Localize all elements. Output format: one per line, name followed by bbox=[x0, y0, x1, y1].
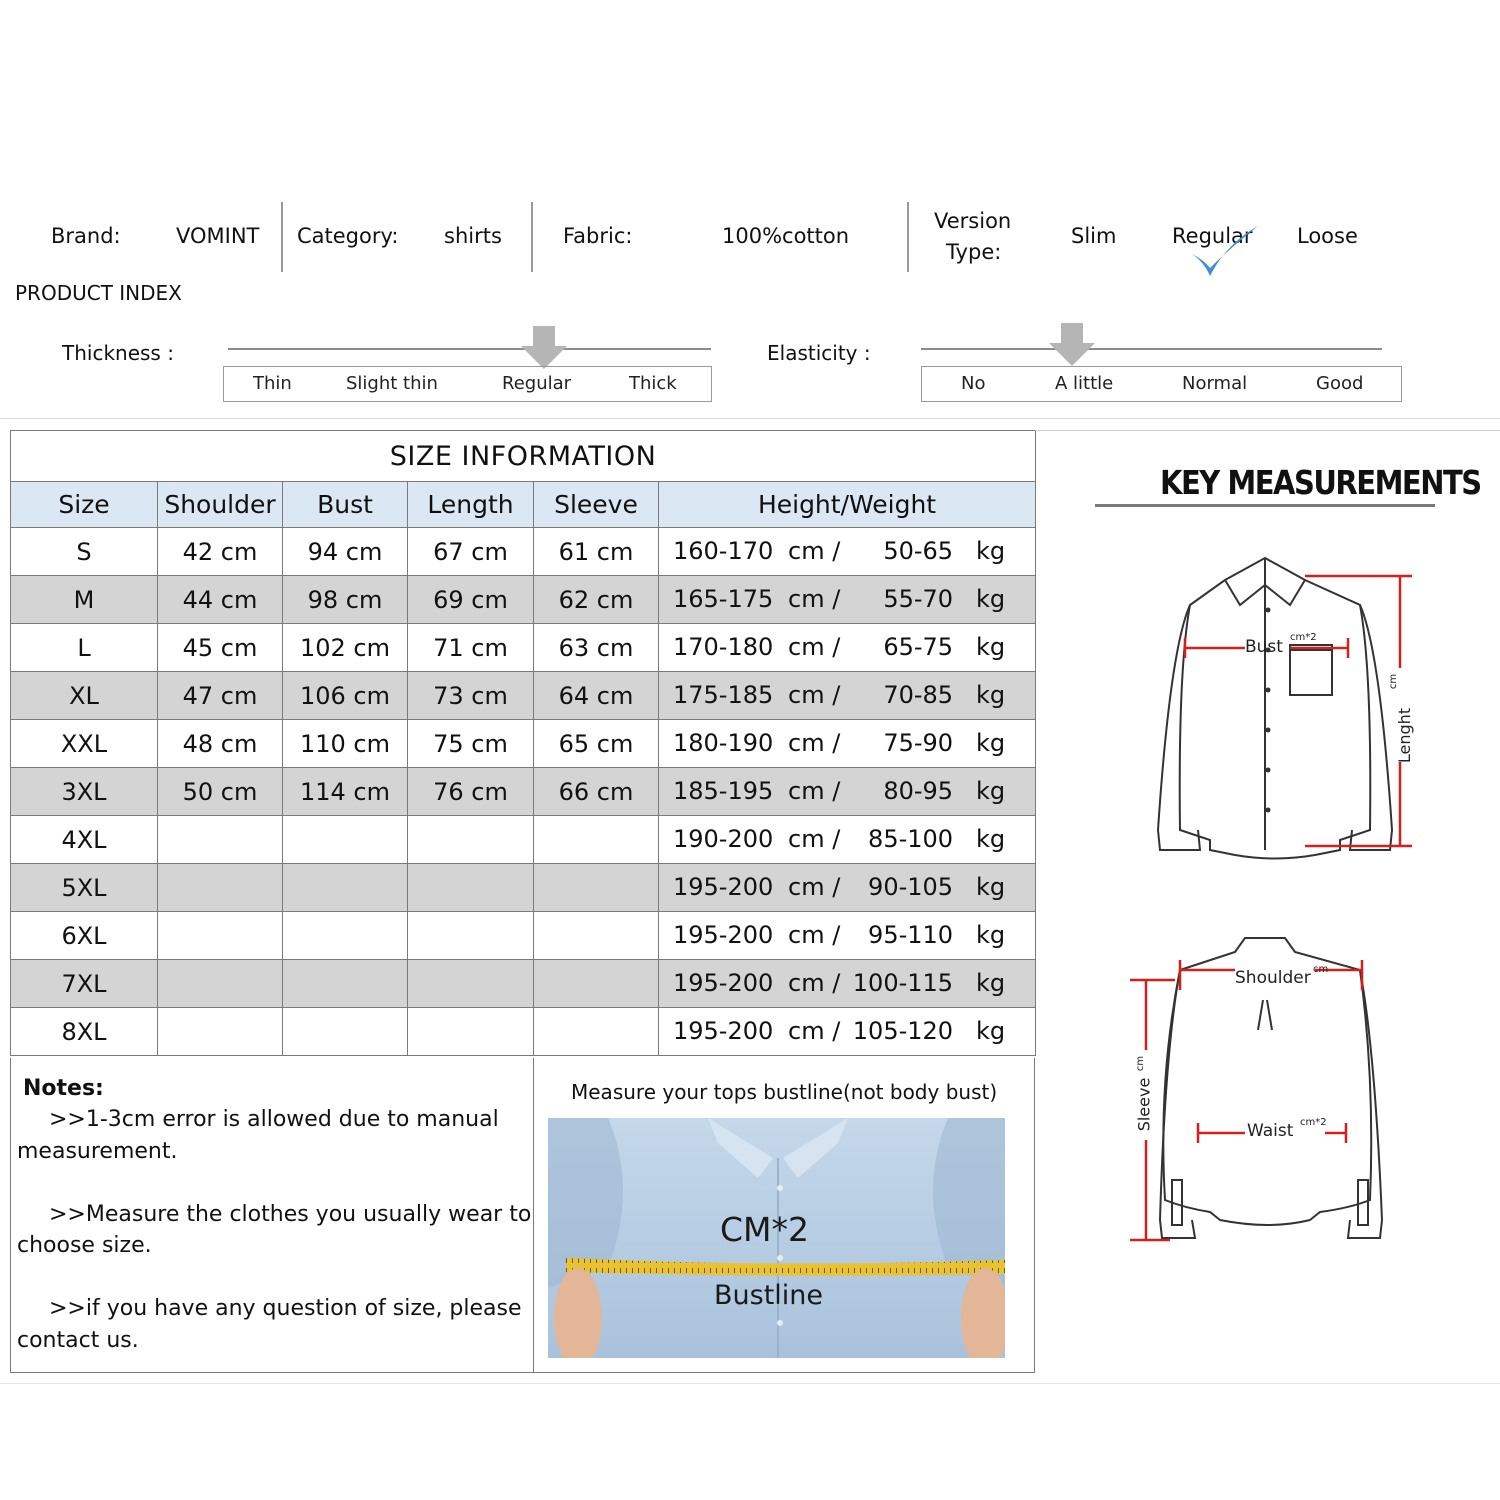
category-value: shirts bbox=[444, 224, 502, 248]
table-cell-height-weight bbox=[659, 624, 1036, 672]
hw-height: 180-190 bbox=[673, 729, 774, 757]
table-cell-size: L bbox=[11, 624, 158, 672]
table-cell-sleeve: 62 cm bbox=[534, 576, 659, 624]
table-cell-length: 69 cm bbox=[408, 576, 534, 624]
table-cell-height-weight bbox=[659, 1008, 1036, 1056]
bustline-section bbox=[533, 1058, 1035, 1373]
table-cell-height-weight bbox=[659, 576, 1036, 624]
hw-height-unit: cm / bbox=[788, 825, 841, 853]
table-row bbox=[11, 960, 1036, 1008]
table-cell-sleeve: 61 cm bbox=[534, 528, 659, 576]
table-cell-bust bbox=[283, 1008, 408, 1056]
thickness-option-slight-thin: Slight thin bbox=[346, 373, 438, 394]
hw-height-unit: cm / bbox=[788, 969, 841, 997]
table-cell-sleeve bbox=[534, 816, 659, 864]
hw-height: 195-200 bbox=[673, 873, 774, 901]
thickness-label: Thickness : bbox=[62, 341, 174, 365]
note-line: choose size. bbox=[17, 1233, 152, 1258]
table-row bbox=[11, 768, 1036, 816]
elasticity-label: Elasticity : bbox=[767, 341, 871, 365]
hw-height: 195-200 bbox=[673, 1017, 774, 1045]
hw-weight: 65-75 bbox=[883, 633, 954, 661]
table-cell-shoulder bbox=[158, 960, 283, 1008]
hw-weight-unit: kg bbox=[976, 873, 1006, 901]
hw-weight: 50-65 bbox=[883, 537, 954, 565]
table-cell-height-weight bbox=[659, 768, 1036, 816]
version-option-slim: Slim bbox=[1071, 224, 1117, 248]
shoulder-label: Shoulder bbox=[1235, 968, 1311, 988]
table-cell-sleeve: 63 cm bbox=[534, 624, 659, 672]
hw-height-unit: cm / bbox=[788, 537, 841, 565]
table-cell-length: 67 cm bbox=[408, 528, 534, 576]
table-cell-length: 71 cm bbox=[408, 624, 534, 672]
table-cell-size: 7XL bbox=[11, 960, 158, 1008]
elasticity-option-no: No bbox=[961, 373, 986, 394]
table-cell-sleeve bbox=[534, 864, 659, 912]
hw-weight-unit: kg bbox=[976, 921, 1006, 949]
table-cell-shoulder: 47 cm bbox=[158, 672, 283, 720]
waist-label: Waist bbox=[1247, 1121, 1294, 1141]
sleeve-unit: cm bbox=[1135, 1055, 1147, 1072]
bust-unit: cm*2 bbox=[1290, 632, 1317, 643]
note-line: >>Measure the clothes you usually wear to bbox=[49, 1202, 532, 1227]
hw-weight: 80-95 bbox=[883, 777, 954, 805]
shoulder-unit: cm bbox=[1313, 964, 1329, 975]
bust-label: Bust bbox=[1245, 637, 1283, 657]
title-underline bbox=[1095, 504, 1435, 507]
table-cell-bust bbox=[283, 816, 408, 864]
elasticity-option-a-little: A little bbox=[1055, 373, 1114, 394]
fabric-label: Fabric: bbox=[563, 224, 633, 248]
hw-height-unit: cm / bbox=[788, 681, 841, 709]
table-cell-height-weight bbox=[659, 528, 1036, 576]
hw-weight-unit: kg bbox=[976, 825, 1006, 853]
section-divider bbox=[0, 418, 1500, 419]
table-cell-length: 75 cm bbox=[408, 720, 534, 768]
size-table-title: SIZE INFORMATION bbox=[11, 431, 1036, 482]
hw-weight-unit: kg bbox=[976, 585, 1006, 613]
table-row bbox=[11, 528, 1036, 576]
bustline-caption: Measure your tops bustline(not body bust) bbox=[571, 1080, 998, 1104]
sleeve-label: Sleeve bbox=[1134, 1077, 1154, 1132]
table-row bbox=[11, 672, 1036, 720]
hw-height: 160-170 bbox=[673, 537, 774, 565]
column-header: Size bbox=[11, 482, 158, 528]
table-cell-sleeve bbox=[534, 960, 659, 1008]
table-cell-length bbox=[408, 912, 534, 960]
hw-weight-unit: kg bbox=[976, 633, 1006, 661]
version-label: Version bbox=[934, 209, 1012, 233]
notes-section bbox=[10, 1058, 533, 1373]
column-header: Sleeve bbox=[534, 482, 659, 528]
table-row bbox=[11, 720, 1036, 768]
hw-height: 175-185 bbox=[673, 681, 774, 709]
table-cell-size: 3XL bbox=[11, 768, 158, 816]
table-cell-sleeve: 66 cm bbox=[534, 768, 659, 816]
hw-height: 185-195 bbox=[673, 777, 774, 805]
thickness-option-regular: Regular bbox=[502, 373, 572, 394]
table-cell-shoulder: 45 cm bbox=[158, 624, 283, 672]
table-row bbox=[11, 576, 1036, 624]
table-cell-size: M bbox=[11, 576, 158, 624]
notes-title: Notes: bbox=[23, 1076, 104, 1101]
table-cell-height-weight bbox=[659, 720, 1036, 768]
bustline-label: Bustline bbox=[714, 1280, 824, 1311]
version-label-2: Type: bbox=[946, 240, 1002, 264]
brand-label: Brand: bbox=[51, 224, 121, 248]
table-cell-bust bbox=[283, 912, 408, 960]
table-cell-length: 73 cm bbox=[408, 672, 534, 720]
table-row bbox=[11, 1008, 1036, 1056]
elasticity-option-normal: Normal bbox=[1182, 373, 1248, 394]
table-cell-size: XXL bbox=[11, 720, 158, 768]
table-cell-size: S bbox=[11, 528, 158, 576]
table-cell-bust: 106 cm bbox=[283, 672, 408, 720]
table-cell-bust bbox=[283, 960, 408, 1008]
size-table-header bbox=[11, 482, 1036, 528]
divider bbox=[907, 202, 909, 272]
hw-weight: 100-115 bbox=[852, 969, 954, 997]
hw-weight: 85-100 bbox=[868, 825, 954, 853]
hw-weight-unit: kg bbox=[976, 1017, 1006, 1045]
thickness-option-thin: Thin bbox=[253, 373, 292, 394]
table-cell-length bbox=[408, 1008, 534, 1056]
elasticity-scale bbox=[921, 366, 1402, 402]
table-row bbox=[11, 816, 1036, 864]
hw-height-unit: cm / bbox=[788, 921, 841, 949]
hw-height: 170-180 bbox=[673, 633, 774, 661]
hw-weight: 90-105 bbox=[868, 873, 954, 901]
divider bbox=[281, 202, 283, 272]
table-cell-size: 5XL bbox=[11, 864, 158, 912]
table-cell-shoulder: 50 cm bbox=[158, 768, 283, 816]
table-cell-size: 8XL bbox=[11, 1008, 158, 1056]
table-cell-sleeve: 64 cm bbox=[534, 672, 659, 720]
column-header: Length bbox=[408, 482, 534, 528]
bottom-divider bbox=[0, 1383, 1500, 1384]
table-row bbox=[11, 864, 1036, 912]
table-cell-length: 76 cm bbox=[408, 768, 534, 816]
arrow-down-icon bbox=[1048, 323, 1096, 367]
product-index-title: PRODUCT INDEX bbox=[15, 281, 182, 305]
hw-height: 165-175 bbox=[673, 585, 774, 613]
hw-weight: 75-90 bbox=[883, 729, 954, 757]
note-line: >>if you have any question of size, please bbox=[49, 1296, 522, 1321]
bustline-big-text: CM*2 bbox=[720, 1210, 810, 1249]
hw-weight: 70-85 bbox=[883, 681, 954, 709]
column-header: Height/Weight bbox=[659, 482, 1036, 528]
hw-height-unit: cm / bbox=[788, 873, 841, 901]
table-cell-shoulder: 44 cm bbox=[158, 576, 283, 624]
thickness-scale-line bbox=[228, 348, 711, 350]
shirt-front-diagram bbox=[1140, 550, 1430, 870]
hw-height: 190-200 bbox=[673, 825, 774, 853]
hw-height-unit: cm / bbox=[788, 585, 841, 613]
brand-value: VOMINT bbox=[176, 224, 260, 248]
table-cell-bust: 94 cm bbox=[283, 528, 408, 576]
hw-weight: 55-70 bbox=[883, 585, 954, 613]
table-row bbox=[11, 624, 1036, 672]
table-cell-sleeve: 65 cm bbox=[534, 720, 659, 768]
key-measurements-title: KEY MEASUREMENTS bbox=[1160, 463, 1481, 503]
hw-weight-unit: kg bbox=[976, 681, 1006, 709]
hw-height-unit: cm / bbox=[788, 729, 841, 757]
note-line: >>1-3cm error is allowed due to manual bbox=[49, 1107, 499, 1132]
hw-height-unit: cm / bbox=[788, 777, 841, 805]
table-cell-shoulder bbox=[158, 1008, 283, 1056]
table-cell-shoulder bbox=[158, 864, 283, 912]
note-line: contact us. bbox=[17, 1328, 139, 1353]
waist-unit: cm*2 bbox=[1300, 1117, 1327, 1128]
table-cell-bust bbox=[283, 864, 408, 912]
table-cell-length bbox=[408, 960, 534, 1008]
table-cell-height-weight bbox=[659, 672, 1036, 720]
table-cell-bust: 110 cm bbox=[283, 720, 408, 768]
hw-weight: 95-110 bbox=[868, 921, 954, 949]
table-row bbox=[11, 912, 1036, 960]
hw-height: 195-200 bbox=[673, 921, 774, 949]
version-option-loose: Loose bbox=[1297, 224, 1358, 248]
version-option-regular: Regular bbox=[1172, 224, 1253, 248]
elasticity-option-good: Good bbox=[1316, 373, 1364, 394]
table-cell-sleeve bbox=[534, 912, 659, 960]
elasticity-scale-line bbox=[921, 348, 1382, 350]
table-cell-bust: 98 cm bbox=[283, 576, 408, 624]
table-cell-height-weight bbox=[659, 912, 1036, 960]
table-cell-height-weight bbox=[659, 960, 1036, 1008]
hw-weight-unit: kg bbox=[976, 537, 1006, 565]
thickness-scale bbox=[223, 366, 712, 402]
column-header: Shoulder bbox=[158, 482, 283, 528]
table-cell-height-weight bbox=[659, 816, 1036, 864]
fabric-value: 100%cotton bbox=[722, 224, 850, 248]
table-cell-shoulder bbox=[158, 816, 283, 864]
size-table bbox=[10, 430, 1036, 1056]
note-line: measurement. bbox=[17, 1139, 178, 1164]
bustline-photo bbox=[548, 1118, 1005, 1358]
hw-weight: 105-120 bbox=[852, 1017, 954, 1045]
table-cell-height-weight bbox=[659, 864, 1036, 912]
divider bbox=[531, 202, 533, 272]
column-header: Bust bbox=[283, 482, 408, 528]
table-cell-bust: 102 cm bbox=[283, 624, 408, 672]
table-cell-size: 4XL bbox=[11, 816, 158, 864]
table-cell-shoulder: 48 cm bbox=[158, 720, 283, 768]
table-cell-sleeve bbox=[534, 1008, 659, 1056]
hw-weight-unit: kg bbox=[976, 777, 1006, 805]
table-cell-size: XL bbox=[11, 672, 158, 720]
arrow-down-icon bbox=[520, 326, 568, 370]
category-label: Category: bbox=[297, 224, 399, 248]
hw-height: 195-200 bbox=[673, 969, 774, 997]
table-cell-size: 6XL bbox=[11, 912, 158, 960]
thickness-option-thick: Thick bbox=[629, 373, 677, 394]
table-cell-bust: 114 cm bbox=[283, 768, 408, 816]
checkmark-icon bbox=[1188, 222, 1262, 282]
length-label: Lenght bbox=[1395, 707, 1415, 764]
hw-height-unit: cm / bbox=[788, 1017, 841, 1045]
hw-height-unit: cm / bbox=[788, 633, 841, 661]
table-cell-shoulder: 42 cm bbox=[158, 528, 283, 576]
hw-weight-unit: kg bbox=[976, 969, 1006, 997]
length-unit: cm bbox=[1388, 673, 1400, 690]
table-cell-length bbox=[408, 864, 534, 912]
table-cell-shoulder bbox=[158, 912, 283, 960]
table-cell-length bbox=[408, 816, 534, 864]
hw-weight-unit: kg bbox=[976, 729, 1006, 757]
